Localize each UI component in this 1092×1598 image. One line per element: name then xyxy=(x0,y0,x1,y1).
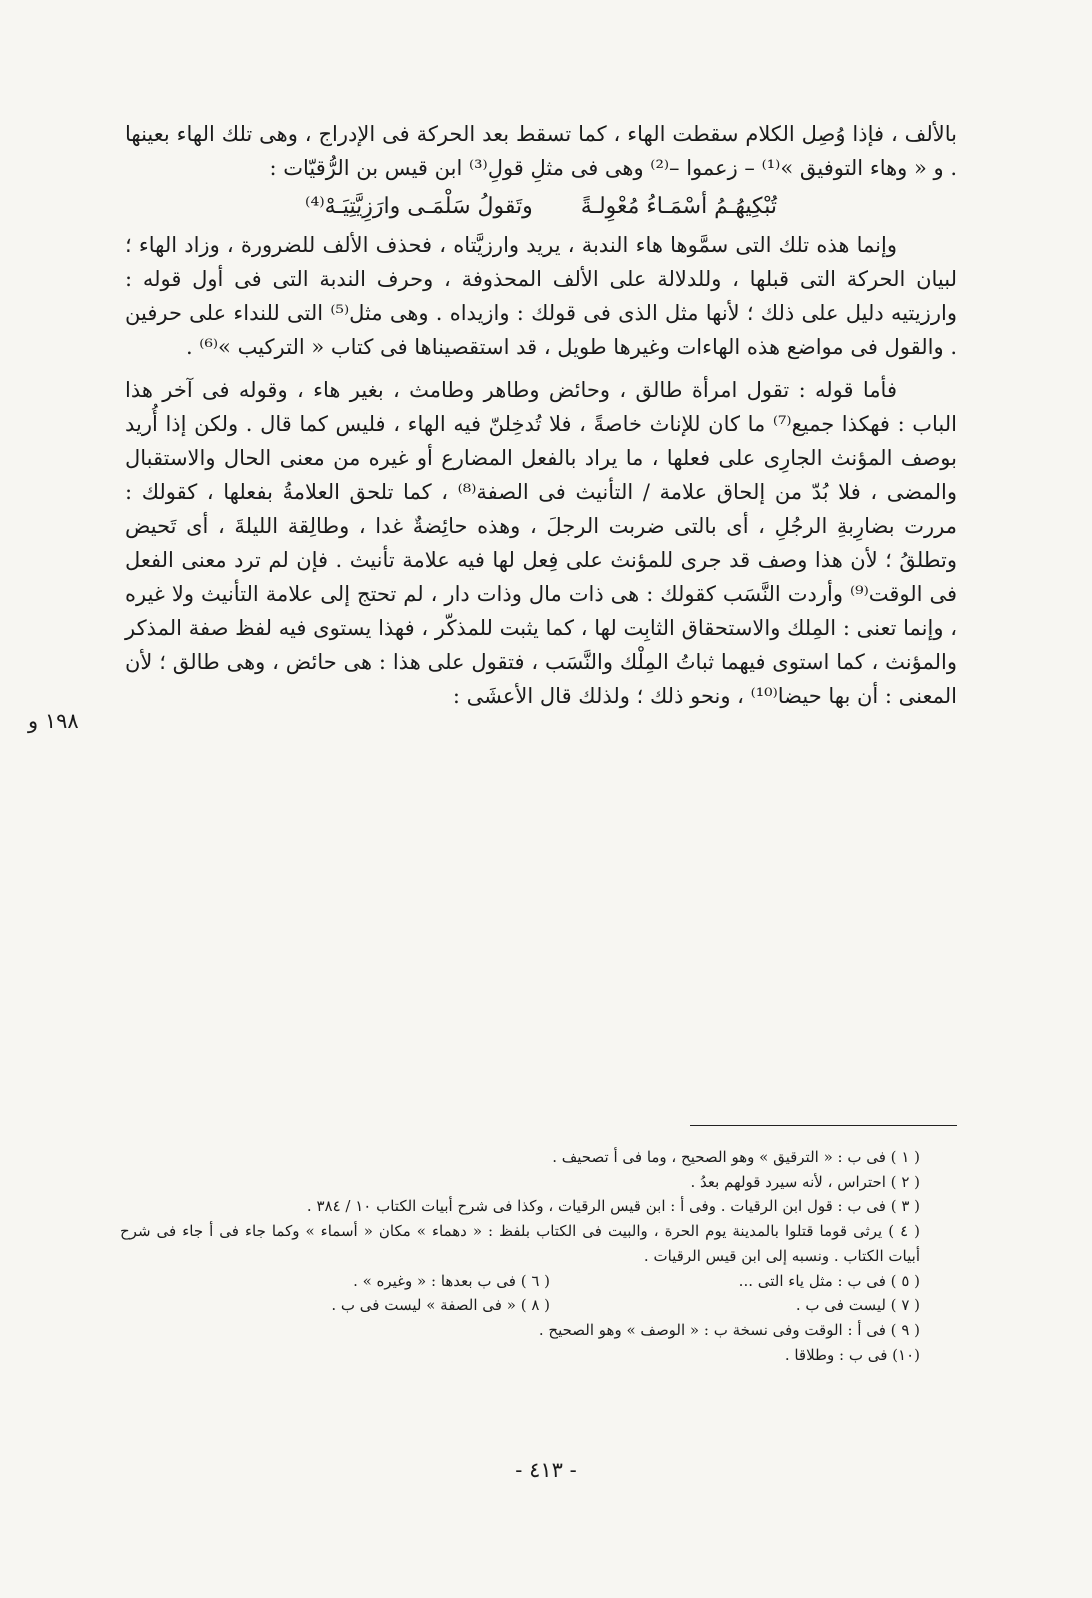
footnote-7: ( ٧ ) ليست فى ب . xyxy=(795,1296,920,1315)
verse-first-hemistich: تُبْكِيهُـمُ أسْمَـاءُ مُعْوِلـةً xyxy=(580,193,777,219)
footnote-4: ( ٤ ) يرثى قوما قتلوا بالمدينة يوم الحرة ، والبيت فى الكتاب بلفظ : « دهماء » مكان « أسماء » وكما جاء فى أ جاء فى شرح أبيات الكتاب . ونسبه إلى ابن قيس الرقيات . xyxy=(120,1222,920,1265)
paragraph-1: بالألف ، فإذا وُصِل الكلام سقطت الهاء ، كما تسقط بعد الحركة فى الإدراج ، وهى تلك الهاء بعينها . و « وهاء التوفيق »⁽¹⁾ – زعموا –⁽²⁾ وهى فى مثلِ قولِ⁽³⁾ ابن قيس بن الرُّقيّات : xyxy=(125,122,957,180)
footnote-1: ( ١ ) فى ب : « الترقيق » وهو الصحيح ، وما فى أ تصحيف . xyxy=(552,1148,920,1166)
verse-second-hemistich: وتَقولُ سَلْمَـى وارَزِيَّتِيَـهْ⁽⁴⁾ xyxy=(305,193,533,219)
footnote-row xyxy=(120,1269,920,1294)
paragraph-2: وإنما هذه تلك التى سمَّوها هاء الندبة ، يريد وارزيَّتاه ، فحذف الألف للضرورة ، وزاد الهاء ؛ لبيان الحركة التى قبلها ، وللدلالة على الألف المحذوفة ، وحرف الندبة التى فى أول قوله : وارزيتيه دليل على ذلك ؛ لأنها مثل الذى فى قولك : وازيداه . وهى مثل⁽⁵⁾ التى للنداء على حرفين . والقول فى مواضع هذه الهاءات وغيرها طويل ، قد استقصيناها فى كتاب « التركيب »⁽⁶⁾ . xyxy=(125,232,957,359)
footnote-6: ( ٦ ) فى ب بعدها : « وغيره » . xyxy=(353,1271,550,1290)
footnotes xyxy=(120,1145,920,1367)
footnote-divider xyxy=(690,1125,957,1126)
footnote-row xyxy=(120,1293,920,1318)
footnote-3: ( ٣ ) فى ب : قول ابن الرقيات . وفى أ : ابن قيس الرقيات ، وكذا فى شرح أبيات الكتاب ١٠ / ٣٨٤ . xyxy=(306,1197,920,1216)
footnote-9: ( ٩ ) فى أ : الوقت وفى نسخة ب : « الوصف » وهو الصحيح . xyxy=(538,1320,920,1339)
main-text xyxy=(125,118,957,714)
footnote-5: ( ٥ ) فى ب : مثل ياء التى ... xyxy=(738,1271,920,1290)
page-number: - ٤١٣ - xyxy=(515,1458,577,1482)
paragraph-3: فأما قوله : تقول امرأة طالق ، وحائض وطاهر وطامث ، بغير هاء ، وقوله فى آخر هذا الباب : فهكذا جميع⁽⁷⁾ ما كان للإناث خاصةً ، فلا تُدخِلنّ فيه الهاء ، فليس كما قال . ولكن إذا أُريد بوصف المؤنث الجارِى على فعلها ، ما يراد بالفعل المضارع أو غيره من معنى الحال والاستقبال والمضى ، فلا بُدّ من إلحاق علامة / التأنيث فى الصفة⁽⁸⁾ ، كما تلحق العلامةُ بفعلها ، كقولك : مررت بضارِبةِ الرجُلِ ، أى بالتى ضربت الرجلَ ، وهذه حائِضةٌ غدا ، وطالِقة الليلةَ ، أى تَحيض وتطلقُ ؛ لأن هذا وصف قد جرى للمؤنث على فِعل لها فيه علامة تأنيث . فإن لم ترد معنى الفعل فى الوقت⁽⁹⁾ وأردت النَّسَب كقولك : هى ذات مال وذات دار ، لم تحتج إلى علامة التأنيث ولا غيره ، وإنما تعنى : المِلك والاستحقاق الثابِت لها ، كما يثبت للمذكّر ، فهذا يستوى فيه لفظ صفة المذكر والمؤنث ، كما استوى فيهما ثباتُ المِلْك والنَّسَب ، فتقول على هذا : هى حائض ، وهى طالق ؛ لأن المعنى : أن بها حيضا⁽¹⁰⁾ ، ونحو ذلك ؛ ولذلك قال الأعشَى : xyxy=(125,378,957,708)
manuscript-folio-note: ١٩٨ و xyxy=(28,709,79,733)
poetry-verse xyxy=(125,189,957,225)
footnote-8: ( ٨ ) « فى الصفة » ليست فى ب . xyxy=(331,1296,550,1315)
footnote-2: ( ٢ ) احتراس ، لأنه سيرد قولهم بعدُ . xyxy=(690,1172,920,1191)
footnote-10: (١٠) فى ب : وطلاقا . xyxy=(784,1345,920,1364)
